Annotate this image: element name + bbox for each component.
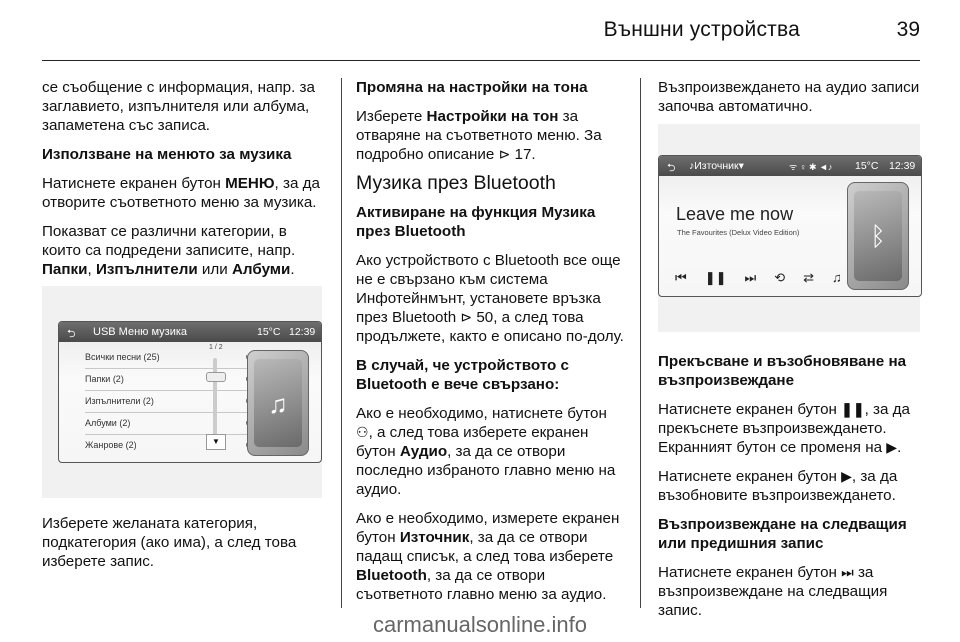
paragraph: Изберете желаната категория, подкатегория (ако има), а след това изберете запис.	[42, 515, 297, 570]
status-icons: ᯤ ♀ ✱ ◄♪	[789, 162, 833, 172]
paragraph: Натиснете екранен бутон ▶, за да възобновите възпроизвеждането.	[658, 468, 898, 504]
column-divider	[341, 78, 342, 608]
source-dropdown: ♪Източник▾	[689, 160, 744, 172]
header-rule	[42, 60, 920, 61]
music-note-icon: ♫	[268, 389, 288, 419]
column-2	[356, 78, 624, 614]
paragraph: Ако е необходимо, натиснете бутон ⚇, а след това изберете екранен бутон Аудио, за да се отвори последно избраното главно меню на аудио.	[356, 405, 616, 498]
scrollbar-track	[213, 358, 217, 440]
paragraph: Натиснете екранен бутон МЕНЮ, за да отворите съответното меню за музика.	[42, 175, 320, 211]
paragraph: Ако устройството с Bluetooth все още не е свързано към системa Инфотейнмънт, установете връзка през Bluetooth ⊳ 50, а след това продължете, както е описано по-долу.	[356, 252, 624, 345]
paragraph: Показват се различни категории, в които са подредени записите, напр. Папки, Изпълнители или Албуми.	[42, 223, 296, 278]
heading: Промяна на настройки на тона	[356, 79, 588, 96]
back-icon: ⮌	[667, 162, 676, 174]
pause-icon: ❚❚	[841, 401, 865, 417]
section-heading: Музика през Bluetooth	[356, 172, 556, 194]
temperature: 15°C	[855, 160, 879, 172]
menu-item-folders: Папки (2)	[85, 368, 250, 391]
heading: Възпроизвеждане на следващия или предишния запис	[658, 516, 907, 552]
play-icon: ▶	[886, 439, 898, 455]
album-name: The Favourites (Delux Video Edition)	[677, 228, 800, 237]
home-button-icon: ⚇	[356, 424, 369, 440]
track-title: Leave me now	[676, 204, 794, 224]
column-3-bottom	[658, 352, 920, 630]
shuffle-icon: ⇄	[803, 270, 815, 285]
bluetooth-tile	[847, 182, 909, 290]
playback-controls	[675, 270, 860, 286]
play-icon: ▶	[841, 468, 852, 484]
screen-title-bar	[659, 156, 921, 176]
page-header	[0, 0, 960, 62]
next-icon: ⏭	[744, 270, 757, 285]
page-reference-icon: ⊳	[460, 309, 473, 325]
scroll-down-button: ▼	[206, 434, 226, 450]
watermark: carmanualsonline.info	[372, 612, 588, 637]
paragraph: се съобщение с информация, напр. за заглавието, изпълнителя или албума, запаметена със записа.	[42, 79, 315, 134]
music-tile	[247, 350, 309, 456]
column-1-bottom	[42, 514, 322, 581]
next-track-icon: ⏭	[841, 564, 854, 580]
bluetooth-audio-screenshot	[658, 155, 922, 297]
menu-item-albums: Албуми (2)	[85, 412, 250, 435]
back-icon: ⮌	[67, 328, 76, 340]
heading: Прекъсване и възобновяване на възпроизвеждане	[658, 353, 907, 389]
screen-title: USB Меню музика	[93, 326, 188, 338]
column-divider	[640, 78, 641, 608]
usb-music-menu-screenshot	[58, 321, 322, 463]
section-title: Външни устройства	[603, 18, 800, 41]
page-indicator: 1 / 2	[209, 344, 223, 351]
column-3	[658, 78, 920, 126]
heading: В случай, че устройството с Bluetooth е вече свързано:	[356, 357, 569, 393]
menu-item-artists: Изпълнители (2)	[85, 390, 250, 413]
paragraph: Изберете Настройки на тон за отваряне на съответното меню. За подробно описание ⊳ 17.	[356, 108, 602, 163]
page-reference-icon: ⊳	[498, 146, 511, 162]
bluetooth-icon: ᛒ	[870, 221, 886, 251]
paragraph: Ако е необходимо, измерете екранен бутон Източник, за да се отвори падащ списък, а след това изберете Bluetooth, за да се отвори съответното главно меню за аудио.	[356, 510, 620, 603]
heading: Активиране на функция Музика през Bluetooth	[356, 204, 596, 240]
scrollbar-thumb	[206, 372, 226, 382]
column-1	[42, 78, 322, 289]
repeat-icon: ⟲	[774, 270, 786, 285]
pause-icon: ❚❚	[704, 270, 727, 285]
heading: Използване на менюто за музика	[42, 146, 292, 163]
menu-item-genres: Жанрове (2)	[85, 440, 137, 450]
temperature: 15°C	[257, 326, 281, 338]
previous-icon: ⏮	[675, 270, 687, 285]
clock: 12:39	[889, 160, 916, 172]
clock: 12:39	[289, 326, 316, 338]
paragraph: Натиснете екранен бутон ❚❚, за да прекъснете възпроизвеждането. Екранният бутон се променя на ▶.	[658, 401, 910, 456]
paragraph: Възпроизвеждането на аудио записи започва автоматично.	[658, 79, 920, 115]
page-number: 39	[896, 18, 920, 41]
paragraph: Натиснете екранен бутон ⏭ за възпроизвеждане на следващия запис.	[658, 564, 888, 619]
menu-item-all-songs: Всички песни (25)	[85, 346, 250, 369]
tone-settings-icon: ♫	[832, 270, 842, 285]
screen-title-bar	[59, 322, 321, 342]
